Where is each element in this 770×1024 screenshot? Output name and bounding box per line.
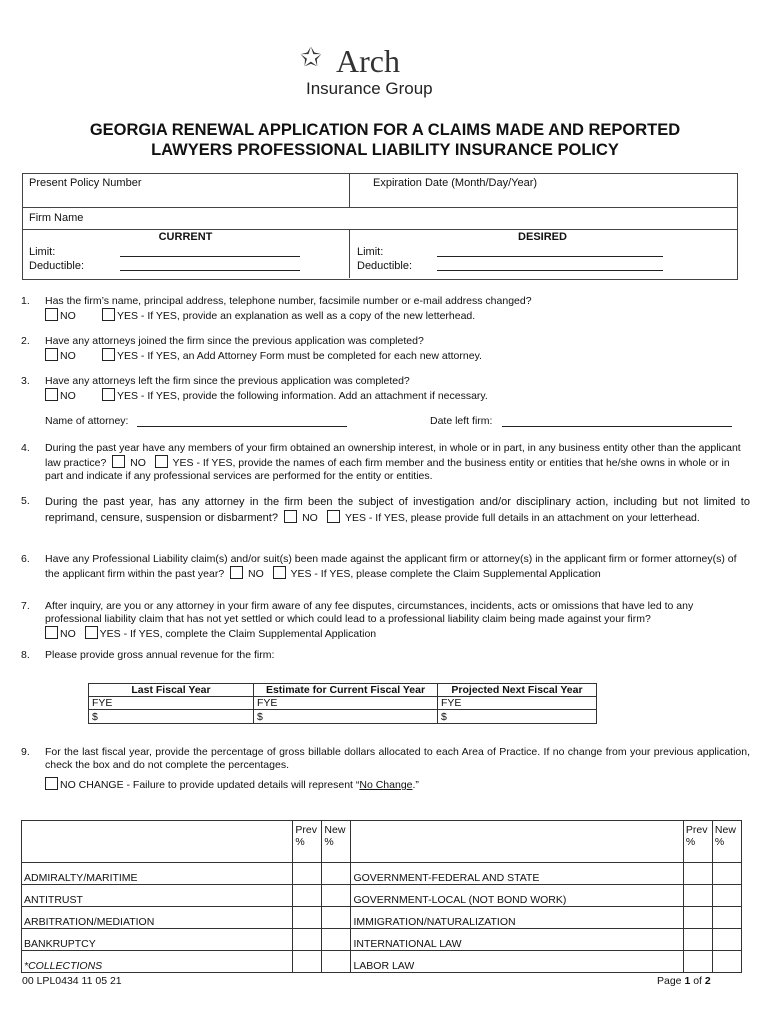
attorney-name-field[interactable] (137, 426, 347, 427)
question-5-num: 5. (21, 495, 30, 507)
new-percent-cell[interactable] (322, 885, 351, 907)
practice-area-table (21, 820, 742, 973)
current-deductible-field[interactable] (120, 270, 300, 271)
desired-limit-label: Limit: (357, 246, 384, 258)
expiration-date-label: Expiration Date (Month/Day/Year) (373, 177, 538, 189)
q6-yes-checkbox[interactable] (273, 566, 286, 579)
current-limit-label: Limit: (29, 246, 56, 258)
q1-no-checkbox[interactable] (45, 308, 58, 321)
fye-cell[interactable]: FYE (254, 697, 438, 710)
arch-logo (300, 44, 440, 104)
page-title: GEORGIA RENEWAL APPLICATION FOR A CLAIMS MADE AND REPORTED (89, 121, 681, 139)
current-deductible-label: Deductible: (29, 260, 85, 272)
logo-name: Arch (336, 43, 400, 79)
desired-deductible-field[interactable] (437, 270, 663, 271)
no-change-option: NO CHANGE - Failure to provide updated details will represent “No Change.” (45, 777, 419, 792)
question-7: After inquiry, are you or any attorney in your firm aware of any fee disputes, circumstances, incidents, acts or omissions that have led to any professional liability claim that has not yet settled or which could lead to a professional liability claim being made against your firm? NO YES - If YES, complete the Claim Supplemental Application (45, 600, 694, 640)
new-percent-cell[interactable] (322, 907, 351, 929)
logo-group: Insurance Group (306, 79, 433, 98)
prev-percent-cell[interactable] (293, 951, 322, 973)
q4-no-checkbox[interactable] (112, 455, 125, 468)
q2-no-checkbox[interactable] (45, 348, 58, 361)
prev-percent-header: Prev % (683, 821, 712, 863)
question-4-text: During the past year have any members of your firm obtained an ownership interest, in whole or in part, in any business entity other than the applicant law practice? NO YES - If YES, provide the names of each firm member and the business entity or entities that he/she owns in whole or in part and indicate if any professional services are performed for the entity or entities. (45, 442, 741, 482)
q4-yes-label: YES - If YES, provide the names of each firm member and the business entity or entities that he/she (172, 457, 638, 469)
question-1-no: NO (45, 308, 76, 323)
practice-area-label: BANKRUPTCY (22, 929, 293, 951)
q7-yes-checkbox[interactable] (85, 626, 98, 639)
practice-area-label: *COLLECTIONS (22, 951, 293, 973)
prev-percent-cell[interactable] (293, 885, 322, 907)
date-left-label: Date left firm: (430, 415, 493, 427)
q4-yes-checkbox[interactable] (155, 455, 168, 468)
dollar-cell[interactable]: $ (438, 710, 597, 724)
current-header: CURRENT (158, 231, 213, 243)
page-subtitle: LAWYERS PROFESSIONAL LIABILITY INSURANCE POLICY (151, 141, 619, 159)
fye-cell[interactable]: FYE (89, 697, 254, 710)
new-percent-cell[interactable] (712, 907, 741, 929)
new-percent-cell[interactable] (712, 885, 741, 907)
new-percent-header: New % (322, 821, 351, 863)
new-percent-cell[interactable] (712, 951, 741, 973)
prev-percent-cell[interactable] (293, 907, 322, 929)
new-percent-cell[interactable] (712, 929, 741, 951)
divider (349, 173, 350, 207)
prev-percent-cell[interactable] (293, 929, 322, 951)
question-2-no: NO (45, 348, 76, 363)
revenue-header: Projected Next Fiscal Year (438, 684, 597, 697)
prev-percent-cell[interactable] (293, 863, 322, 885)
prev-percent-cell[interactable] (683, 885, 712, 907)
prev-percent-cell[interactable] (683, 863, 712, 885)
q5-no-checkbox[interactable] (284, 510, 297, 523)
attorney-name-label: Name of attorney: (45, 415, 129, 427)
page-indicator: Page 1 of 2 (657, 975, 711, 987)
prev-percent-cell[interactable] (683, 929, 712, 951)
question-7-num: 7. (21, 600, 30, 612)
fye-cell[interactable]: FYE (438, 697, 597, 710)
new-percent-cell[interactable] (712, 863, 741, 885)
q2-yes-checkbox[interactable] (102, 348, 115, 361)
q3-no-checkbox[interactable] (45, 388, 58, 401)
dollar-cell[interactable]: $ (89, 710, 254, 724)
policy-number-label: Present Policy Number (29, 177, 142, 189)
q6-no-checkbox[interactable] (230, 566, 243, 579)
practice-area-label: GOVERNMENT-LOCAL (NOT BOND WORK) (351, 885, 683, 907)
new-percent-cell[interactable] (322, 951, 351, 973)
new-percent-cell[interactable] (322, 863, 351, 885)
desired-header: DESIRED (518, 231, 567, 243)
revenue-header: Last Fiscal Year (89, 684, 254, 697)
practice-area-label: ARBITRATION/MEDIATION (22, 907, 293, 929)
practice-area-label: INTERNATIONAL LAW (351, 929, 683, 951)
question-6: Have any Professional Liability claim(s) and/or suit(s) been made against the applicant firm or attorney(s) in the applicant firm or former attorney(s) of the applicant firm within the past year? NO YES - If YES, please complete the Claim Supplemental Application (45, 553, 737, 580)
desired-deductible-label: Deductible: (357, 260, 413, 272)
practice-area-label: ANTITRUST (22, 885, 293, 907)
question-2-yes: YES - If YES, an Add Attorney Form must be completed for each new attorney. (102, 348, 482, 363)
new-percent-header: New % (712, 821, 741, 863)
question-3-yes: YES - If YES, provide the following information. Add an attachment if necessary. (102, 388, 488, 403)
revenue-table (88, 683, 597, 724)
practice-area-label: ADMIRALTY/MARITIME (22, 863, 293, 885)
practice-area-label: GOVERNMENT-FEDERAL AND STATE (351, 863, 683, 885)
divider (22, 229, 737, 230)
q7-no-checkbox[interactable] (45, 626, 58, 639)
form-id: 00 LPL0434 11 05 21 (22, 975, 122, 987)
question-6-num: 6. (21, 553, 30, 565)
prev-percent-cell[interactable] (683, 951, 712, 973)
dollar-cell[interactable]: $ (254, 710, 438, 724)
divider (22, 207, 737, 208)
prev-percent-cell[interactable] (683, 907, 712, 929)
q5-yes-checkbox[interactable] (327, 510, 340, 523)
practice-area-label: IMMIGRATION/NATURALIZATION (351, 907, 683, 929)
question-8: Please provide gross annual revenue for the firm: (45, 649, 275, 661)
question-9: For the last fiscal year, provide the percentage of gross billable dollars allocated to each Area of Practice. If no change from your previous application, check the box and do not complete the percentages. (45, 746, 751, 771)
question-3-no: NO (45, 388, 76, 403)
desired-limit-field[interactable] (437, 256, 663, 257)
firm-name-label: Firm Name (29, 212, 84, 224)
revenue-header: Estimate for Current Fiscal Year (254, 684, 438, 697)
star-icon: ✩ (300, 42, 322, 72)
question-5: During the past year, has any attorney in the firm been the subject of investigation and/or disciplinary action, including but not limited to reprimand, censure, suspension or disbarment? NO YES - If YES, please provide full details in an attachment on your letterhead. (45, 496, 750, 524)
practice-area-label: LABOR LAW (351, 951, 683, 973)
new-percent-cell[interactable] (322, 929, 351, 951)
no-change-checkbox[interactable] (45, 777, 58, 790)
q1-yes-checkbox[interactable] (102, 308, 115, 321)
question-8-num: 8. (21, 649, 30, 661)
current-limit-field[interactable] (120, 256, 300, 257)
question-9-num: 9. (21, 746, 30, 758)
prev-percent-header: Prev % (293, 821, 322, 863)
date-left-field[interactable] (502, 426, 732, 427)
q3-yes-checkbox[interactable] (102, 388, 115, 401)
q4-no-label: NO (130, 457, 146, 469)
question-1-yes: YES - If YES, provide an explanation as well as a copy of the new letterhead. (102, 308, 475, 323)
